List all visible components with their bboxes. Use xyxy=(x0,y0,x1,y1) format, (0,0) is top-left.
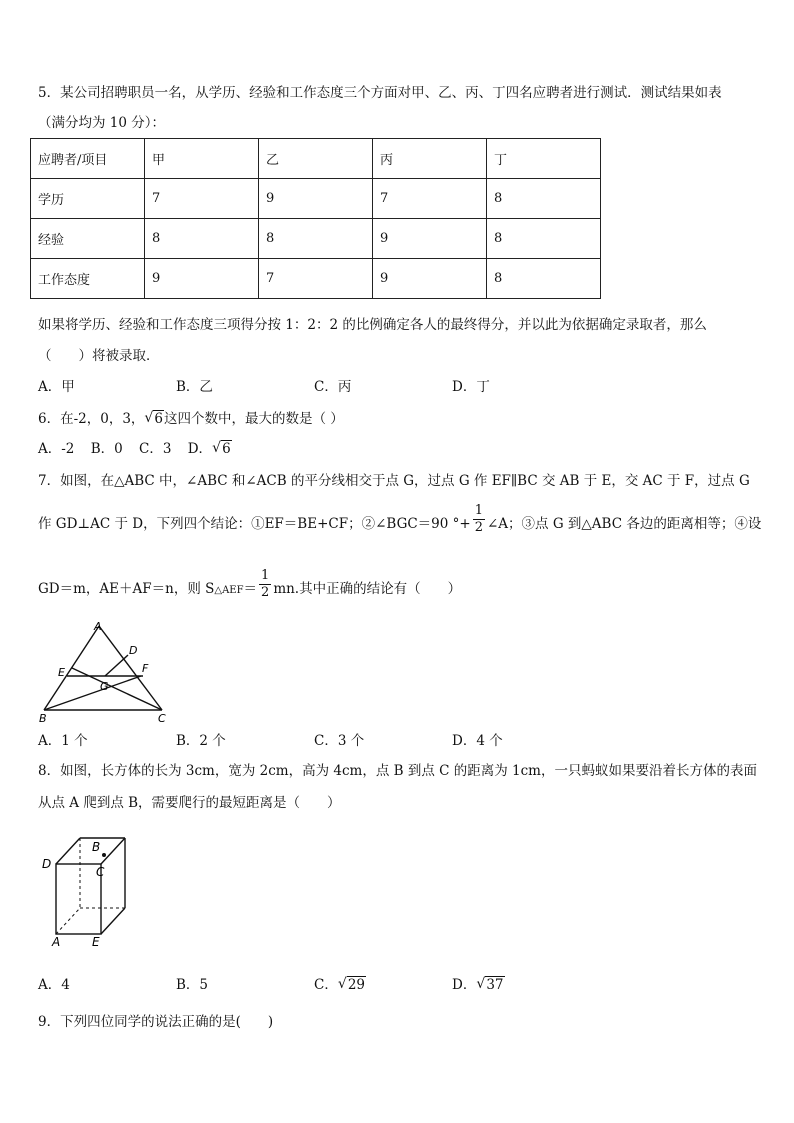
table-header-cell: 丁 xyxy=(487,139,601,179)
q8-stem-line1: 8．如图，长方体的长为 3cm，宽为 2cm，高为 4cm，点 B 到点 C 的距离为 1cm，一只蚂蚁如果要沿着长方体的表面 xyxy=(38,763,757,779)
q7-line3-pre: GD＝m，AE＋AF＝n，则 S xyxy=(38,581,215,597)
triangle-subscript: △AEF xyxy=(214,585,244,596)
table-cell: 9 xyxy=(259,179,373,219)
q8-option-a: A．4 xyxy=(38,977,70,993)
q9-stem: 9．下列四位同学的说法正确的是( ) xyxy=(38,1014,274,1030)
q8-option-c xyxy=(314,976,366,994)
table-cell: 8 xyxy=(259,219,373,259)
q8-stem-line2: 从点 A 爬到点 B，需要爬行的最短距离是（ ） xyxy=(38,795,341,811)
table-cell: 经验 xyxy=(31,219,145,259)
q7-stem-line1: 7．如图，在△ABC 中，∠ABC 和∠ACB 的平分线相交于点 G，过点 G 作 EF∥BC 交 AB 于 E，交 AC 于 F，过点 G xyxy=(38,473,750,489)
label-b: B xyxy=(92,840,101,854)
cuboid-edge xyxy=(101,908,125,934)
q5-stem-line4: （ ）将被录取． xyxy=(38,348,160,364)
label-a: A xyxy=(52,935,61,949)
cuboid-front-face xyxy=(56,864,101,934)
q5-option-c: C．丙 xyxy=(314,379,352,395)
table-cell: 工作态度 xyxy=(31,259,145,299)
label-d: D xyxy=(129,644,138,657)
fraction-numerator: 1 xyxy=(261,568,270,583)
fraction-half xyxy=(259,568,271,601)
label-c: C xyxy=(158,712,166,725)
q6-option-c: C．3 xyxy=(139,441,172,457)
q5-option-a: A．甲 xyxy=(38,379,75,395)
q6-radicand: 6 xyxy=(154,411,164,427)
q6-option-d-radicand: 6 xyxy=(222,441,231,457)
q7-stem-line2 xyxy=(38,503,762,536)
fraction-numerator: 1 xyxy=(474,503,483,518)
q5-stem-line3: 如果将学历、经验和工作态度三项得分按 1：2：2 的比例确定各人的最终得分，并以此为依据确定录取者，那么 xyxy=(38,317,707,333)
bisector-c xyxy=(72,668,162,710)
fraction-half xyxy=(473,503,485,536)
table-cell: 7 xyxy=(145,179,259,219)
q8-option-d-radicand: 37 xyxy=(486,977,504,993)
sqrt-sign: √ 6 xyxy=(144,410,164,427)
q8-option-d xyxy=(452,976,505,994)
fraction-denominator: 2 xyxy=(474,520,483,535)
triangle-figure xyxy=(34,618,176,728)
cuboid-hidden-edge xyxy=(56,908,80,934)
q7-option-c: C．3 个 xyxy=(314,733,365,749)
q7-option-d: D．4 个 xyxy=(452,733,503,749)
point-b-dot xyxy=(102,853,106,857)
q8-option-b: B．5 xyxy=(176,977,209,993)
q6-option-b: B．0 xyxy=(90,441,123,457)
table-header-cell: 应聘者/项目 xyxy=(31,139,145,179)
label-b: B xyxy=(39,712,47,725)
q8-option-c-radicand: 29 xyxy=(347,977,366,993)
q8-option-d-label: D． xyxy=(452,977,477,993)
q5-option-b: B．乙 xyxy=(176,379,213,395)
fraction-denominator: 2 xyxy=(261,585,270,600)
cuboid-figure xyxy=(40,830,140,950)
q7-line2-post: ∠A；③点 G 到△ABC 各边的距离相等；④设 xyxy=(487,516,762,532)
table-cell: 9 xyxy=(373,259,487,299)
q7-line3-post: mn.其中正确的结论有（ ） xyxy=(273,581,462,597)
q8-option-c-label: C． xyxy=(314,977,338,993)
score-table xyxy=(30,138,601,299)
label-f: F xyxy=(142,662,149,675)
table-cell: 9 xyxy=(373,219,487,259)
cuboid-edge xyxy=(56,838,80,864)
label-g: G xyxy=(100,680,109,693)
table-cell: 7 xyxy=(259,259,373,299)
table-cell: 学历 xyxy=(31,179,145,219)
q6-options xyxy=(38,440,232,458)
table-header-cell: 甲 xyxy=(145,139,259,179)
table-cell: 7 xyxy=(373,179,487,219)
table-cell: 8 xyxy=(487,219,601,259)
q7-line2-pre: 作 GD⊥AC 于 D，下列四个结论：①EF＝BE+CF；②∠BGC＝90 °+ xyxy=(38,516,471,532)
table-row xyxy=(31,219,601,259)
label-e: E xyxy=(92,935,100,949)
q7-option-a: A．1 个 xyxy=(38,733,88,749)
q6-option-d-label: D． xyxy=(187,441,213,457)
table-header-cell: 丙 xyxy=(373,139,487,179)
q6-stem-post: 这四个数中，最大的数是（ ） xyxy=(164,411,344,427)
table-header-cell: 乙 xyxy=(259,139,373,179)
table-row xyxy=(31,179,601,219)
q6-stem xyxy=(38,410,344,428)
q7-line3-eq: ＝ xyxy=(243,581,258,597)
sqrt-sign: √ 6 xyxy=(212,440,231,457)
table-cell: 8 xyxy=(145,219,259,259)
table-row xyxy=(31,259,601,299)
table-cell: 8 xyxy=(487,259,601,299)
q5-stem-line2: （满分均为 10 分）： xyxy=(38,115,166,131)
table-cell: 8 xyxy=(487,179,601,219)
cuboid-edge xyxy=(101,838,125,864)
label-e: E xyxy=(58,666,65,679)
label-a: A xyxy=(94,620,102,633)
label-d: D xyxy=(42,857,52,871)
segment-ab xyxy=(44,626,99,710)
label-c: C xyxy=(96,865,105,879)
sqrt-sign: √ 29 xyxy=(337,976,366,993)
table-cell: 9 xyxy=(145,259,259,299)
table-header-row xyxy=(31,139,601,179)
q7-option-b: B．2 个 xyxy=(176,733,226,749)
q5-option-d: D．丁 xyxy=(452,379,490,395)
sqrt-sign: √ 37 xyxy=(476,976,504,993)
q6-stem-pre: 6．在-2，0，3， xyxy=(38,411,145,427)
q7-stem-line3 xyxy=(38,568,462,601)
q5-stem-line1: 5．某公司招聘职员一名，从学历、经验和工作态度三个方面对甲、乙、丙、丁四名应聘者进行测试．测试结果如表 xyxy=(38,85,722,101)
segment-gd xyxy=(105,655,128,676)
segment-ac xyxy=(99,626,162,710)
q6-option-a: A．-2 xyxy=(38,441,75,457)
